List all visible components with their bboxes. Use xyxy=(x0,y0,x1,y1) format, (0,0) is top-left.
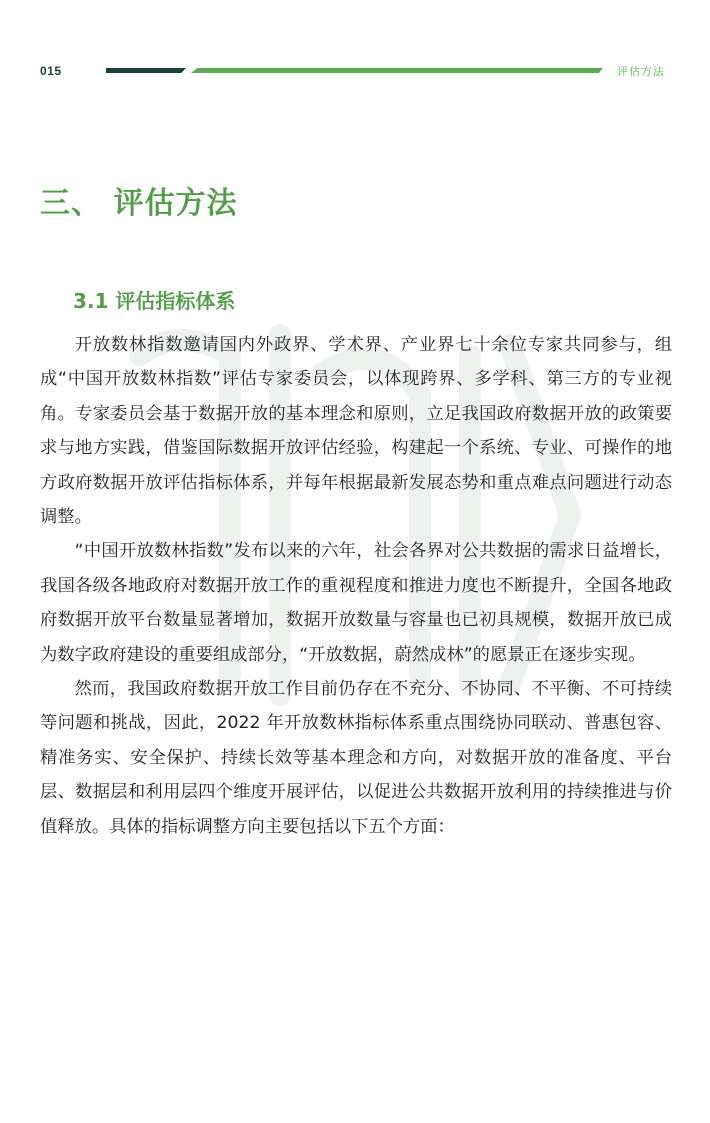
header-rule-green xyxy=(191,68,603,73)
paragraph-2: “中国开放数林指数”发布以来的六年，社会各界对公共数据的需求日益增长，我国各级各地政府对数据开放工作的重视程度和推进力度也不断提升，全国各地政府数据开放平台数量显著增加，数据开放数量与容量也已初具规模，数据开放已成为数字政府建设的重要组成部分，“开放数据，蔚然成林”的愿景正在逐步实现。 xyxy=(40,541,672,665)
header-section-label: 评估方法 xyxy=(617,65,665,78)
paragraph-3: 然而，我国政府数据开放工作目前仍存在不充分、不协同、不平衡、不可持续等问题和挑战，因此，2022 年开放数林指标体系重点围绕协同联动、普惠包容、精准务实、安全保护、持续长效等基本理念和方向，对数据开放的准备度、平台层、数据层和利用层四个维度开展评估，以促进公共数据开放利用的持续推进与价值释放。具体的指标调整方向主要包括以下五个方面： xyxy=(40,679,672,837)
paragraph-1: 开放数林指数邀请国内外政界、学术界、产业界七十余位专家共同参与，组成“中国开放数林指数”评估专家委员会，以体现跨界、多学科、第三方的专业视角。专家委员会基于数据开放的基本理念和原则，立足我国政府数据开放的政策要求与地方实践，借鉴国际数据开放评估经验，构建起一个系统、专业、可操作的地方政府数据开放评估指标体系，并每年根据最新发展态势和重点难点问题进行动态调整。 xyxy=(40,335,672,528)
page-header xyxy=(0,62,710,84)
chapter-title: 三、 评估方法 xyxy=(40,186,238,221)
page-number: 015 xyxy=(40,64,62,78)
body-text xyxy=(40,328,672,844)
section-title: 3.1 评估指标体系 xyxy=(73,289,236,313)
header-rule-dark xyxy=(106,68,186,73)
